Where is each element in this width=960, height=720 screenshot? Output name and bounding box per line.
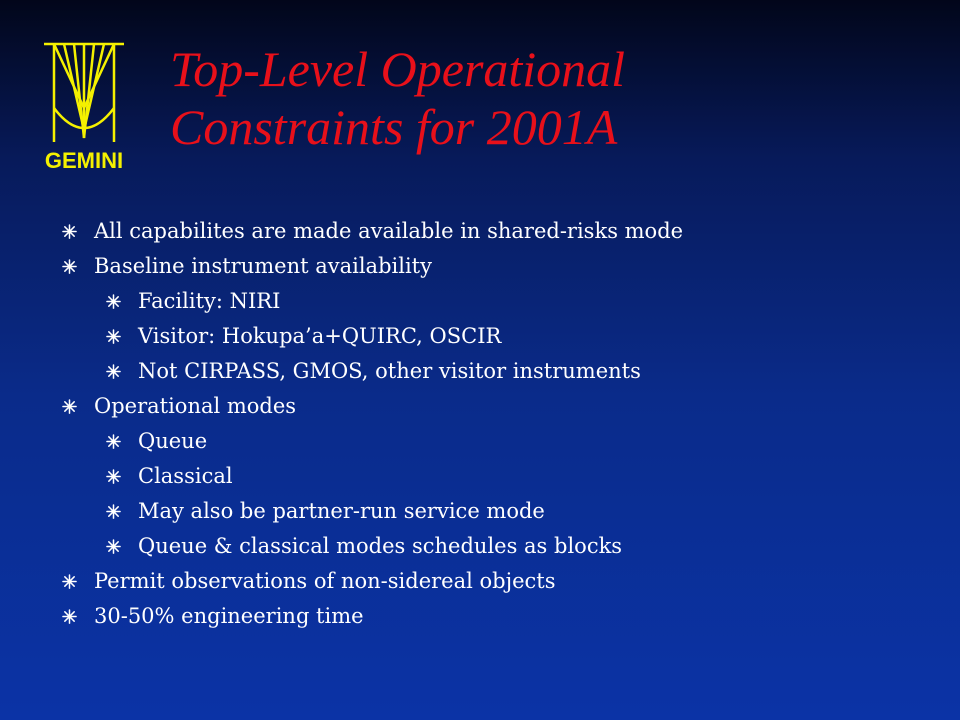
gemini-telescope-logo-icon	[36, 38, 132, 148]
gemini-logo	[36, 38, 132, 178]
slide-title	[170, 40, 930, 156]
bullet-text: Operational modes	[94, 394, 297, 418]
asterisk-star-icon	[106, 539, 121, 554]
list-item	[62, 284, 932, 319]
bullet-text: Queue & classical modes schedules as blocks	[138, 534, 623, 558]
list-item	[62, 529, 932, 564]
list-item	[62, 564, 932, 599]
asterisk-star-icon	[106, 504, 121, 519]
bullet-text: Not CIRPASS, GMOS, other visitor instruments	[138, 359, 641, 383]
list-item	[62, 459, 932, 494]
asterisk-star-icon	[62, 609, 77, 624]
bullet-text: 30-50% engineering time	[94, 604, 364, 628]
bullet-list	[62, 214, 932, 634]
asterisk-star-icon	[62, 399, 77, 414]
list-item	[62, 599, 932, 634]
list-item	[62, 424, 932, 459]
bullet-text: Baseline instrument availability	[94, 254, 432, 278]
asterisk-star-icon	[62, 574, 77, 589]
asterisk-star-icon	[106, 329, 121, 344]
bullet-text: All capabilites are made available in shared-risks mode	[94, 219, 684, 243]
asterisk-star-icon	[62, 259, 77, 274]
asterisk-star-icon	[106, 469, 121, 484]
asterisk-star-icon	[106, 294, 121, 309]
bullet-text: Queue	[138, 429, 208, 453]
list-item	[62, 249, 932, 284]
bullet-text: Classical	[138, 464, 233, 488]
asterisk-star-icon	[106, 364, 121, 379]
bullet-text: Facility: NIRI	[138, 289, 281, 313]
logo-text: GEMINI	[44, 148, 124, 173]
list-item	[62, 389, 932, 424]
list-item	[62, 354, 932, 389]
list-item	[62, 494, 932, 529]
list-item	[62, 214, 932, 249]
bullet-text: Permit observations of non-sidereal objects	[94, 569, 556, 593]
bullet-text: May also be partner-run service mode	[138, 499, 545, 523]
list-item	[62, 319, 932, 354]
asterisk-star-icon	[62, 224, 77, 239]
title-line-2: Constraints for 2001A	[170, 99, 618, 155]
asterisk-star-icon	[106, 434, 121, 449]
bullet-text: Visitor: Hokupa’a+QUIRC, OSCIR	[138, 324, 502, 348]
title-line-1: Top-Level Operational	[170, 41, 626, 97]
